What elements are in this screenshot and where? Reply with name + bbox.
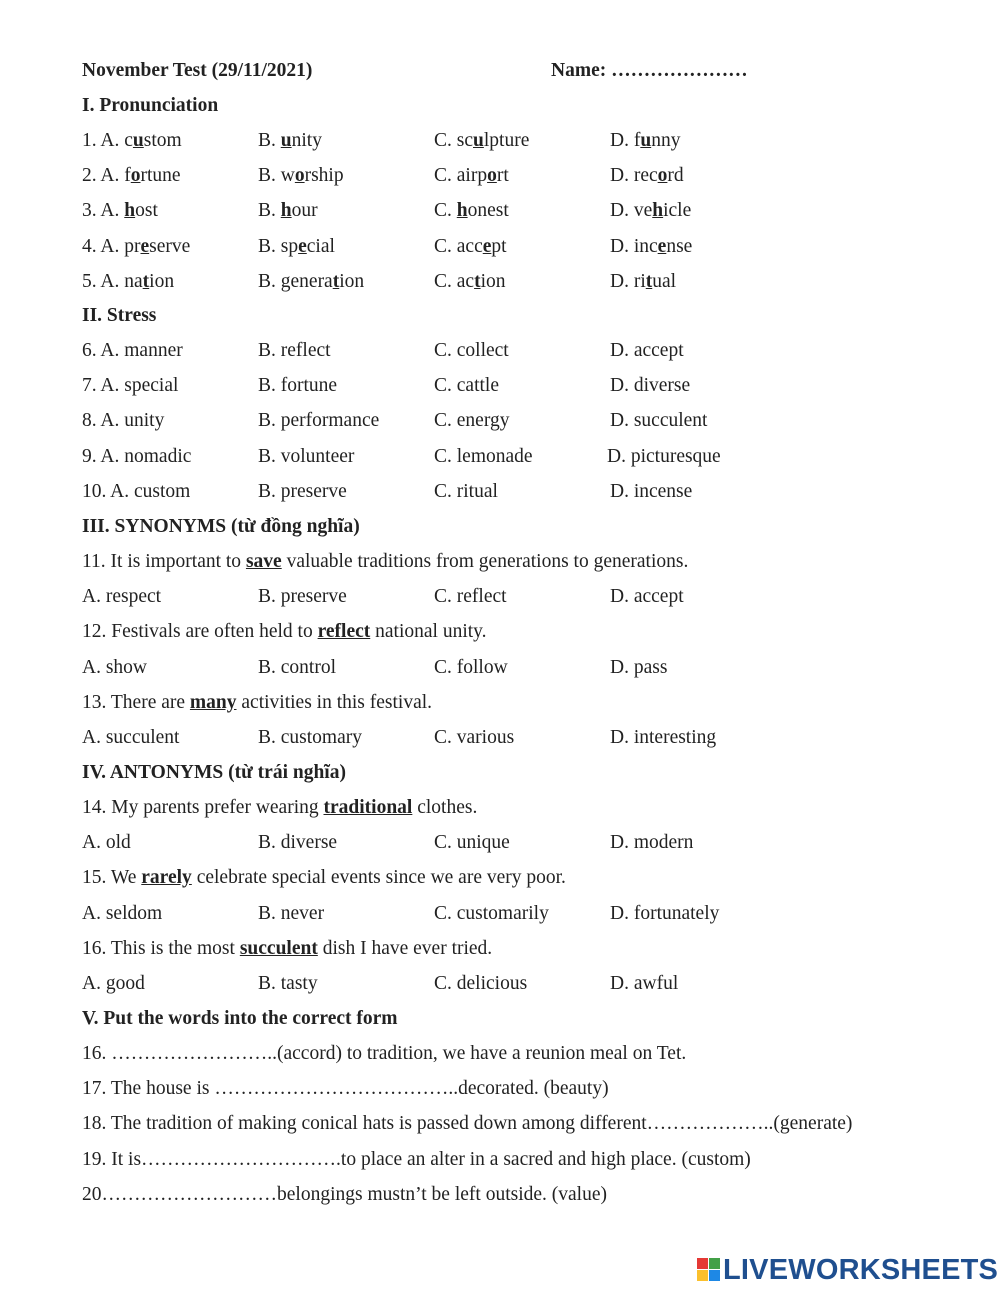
option: 9. A. nomadic bbox=[82, 445, 192, 467]
question-row bbox=[82, 935, 982, 963]
option: D. succulent bbox=[610, 410, 708, 432]
question-text: 14. My parents prefer wearing bbox=[82, 797, 324, 818]
options-row bbox=[82, 654, 982, 682]
stress-row bbox=[82, 337, 982, 365]
option: C. reflect bbox=[434, 586, 507, 608]
option: 7. A. special bbox=[82, 375, 179, 397]
underlined-letter: o bbox=[657, 165, 668, 187]
option: B. unity bbox=[258, 130, 322, 151]
option: B. performance bbox=[258, 410, 380, 432]
underlined-letter: u bbox=[280, 130, 292, 151]
logo-square bbox=[709, 1258, 720, 1269]
option: C. customarily bbox=[434, 902, 549, 924]
section-5-title: V. Put the words into the correct form bbox=[82, 1008, 398, 1029]
option: 1. A. custom bbox=[82, 130, 182, 151]
word-form-item: 17. The house is ………………………………..decorated. (beauty) bbox=[82, 1078, 609, 1100]
pronunciation-row bbox=[82, 197, 982, 225]
key-word: many bbox=[189, 691, 237, 713]
options-row bbox=[82, 829, 982, 857]
question-text: 13. There are bbox=[82, 691, 190, 713]
option: D. pass bbox=[610, 656, 668, 678]
question-row bbox=[82, 689, 982, 717]
section-4-title: IV. ANTONYMS (từ trái nghĩa) bbox=[82, 762, 346, 783]
section-2-title: II. Stress bbox=[82, 305, 157, 326]
pronunciation-row bbox=[82, 233, 982, 261]
underlined-letter: t bbox=[142, 270, 150, 292]
option: D. record bbox=[610, 165, 684, 187]
underlined-letter: e bbox=[140, 235, 150, 257]
option: A. old bbox=[82, 832, 131, 854]
option: 10. A. custom bbox=[82, 480, 191, 502]
key-word: save bbox=[245, 551, 282, 572]
option: C. lemonade bbox=[434, 445, 533, 467]
question-row bbox=[82, 864, 982, 892]
option: D. awful bbox=[610, 973, 679, 994]
stress-row bbox=[82, 372, 982, 400]
option: 3. A. host bbox=[82, 200, 158, 222]
option: C. collect bbox=[434, 340, 509, 361]
options-row bbox=[82, 900, 982, 928]
option: D. incense bbox=[610, 480, 693, 502]
word-form-item: 16. ……………………..(accord) to tradition, we have a reunion meal on Tet. bbox=[82, 1043, 687, 1064]
option: B. reflect bbox=[258, 340, 331, 361]
underlined-letter: e bbox=[298, 235, 307, 257]
pronunciation-row bbox=[82, 127, 982, 155]
underlined-letter: o bbox=[294, 165, 305, 187]
name-field-label: Name: ………………… bbox=[551, 60, 748, 81]
option: C. delicious bbox=[434, 973, 528, 994]
logo-square bbox=[697, 1258, 708, 1269]
header-row bbox=[82, 57, 982, 85]
logo-square bbox=[697, 1270, 708, 1281]
question-row bbox=[82, 618, 982, 646]
pronunciation-row bbox=[82, 162, 982, 190]
option: D. interesting bbox=[610, 727, 717, 748]
option: B. never bbox=[258, 902, 325, 924]
logo-text: LIVEWORKSHEETS bbox=[723, 1254, 999, 1286]
options-row bbox=[82, 724, 982, 752]
underlined-letter: u bbox=[132, 130, 144, 151]
underlined-letter: t bbox=[645, 270, 653, 292]
question-text: 16. This is the most bbox=[82, 937, 240, 959]
option: 4. A. preserve bbox=[82, 235, 191, 257]
underlined-letter: t bbox=[332, 270, 340, 292]
stress-row bbox=[82, 407, 982, 435]
option: A. succulent bbox=[82, 727, 180, 748]
question-text: celebrate special events since we are very poor. bbox=[191, 867, 566, 889]
question-text: national unity. bbox=[370, 621, 487, 643]
word-form-item: 20………………………belongings mustn’t be left outside. (value) bbox=[82, 1183, 607, 1205]
question-row bbox=[82, 794, 982, 822]
option: 6. A. manner bbox=[82, 340, 183, 361]
options-row bbox=[82, 583, 982, 611]
option: B. worship bbox=[258, 165, 344, 187]
pronunciation-row bbox=[82, 268, 982, 296]
option: B. diverse bbox=[258, 832, 338, 854]
option: D. incense bbox=[610, 235, 693, 257]
section-1-title: I. Pronunciation bbox=[82, 95, 219, 116]
option: C. energy bbox=[434, 410, 510, 432]
option: D. fortunately bbox=[610, 902, 720, 924]
option: 8. A. unity bbox=[82, 410, 165, 432]
key-word: rarely bbox=[141, 867, 192, 889]
underlined-letter: h bbox=[124, 200, 136, 222]
key-word: succulent bbox=[239, 937, 318, 959]
option: B. special bbox=[258, 235, 335, 257]
liveworksheets-logo bbox=[697, 1254, 997, 1286]
option: C. various bbox=[434, 727, 515, 748]
option: D. funny bbox=[610, 130, 681, 151]
key-word: reflect bbox=[317, 621, 371, 643]
question-text: 15. We bbox=[82, 867, 142, 889]
test-title: November Test (29/11/2021) bbox=[82, 60, 313, 81]
question-row bbox=[82, 548, 982, 576]
stress-row bbox=[82, 478, 982, 506]
option: A. seldom bbox=[82, 902, 163, 924]
option: B. preserve bbox=[258, 586, 347, 608]
underlined-letter: h bbox=[456, 200, 468, 222]
option: B. preserve bbox=[258, 480, 347, 502]
logo-square bbox=[709, 1270, 720, 1281]
option: 2. A. fortune bbox=[82, 165, 181, 187]
question-text: 11. It is important to bbox=[82, 551, 246, 572]
logo-icon bbox=[697, 1258, 721, 1282]
stress-row bbox=[82, 443, 982, 471]
option: C. action bbox=[434, 270, 506, 292]
option: C. follow bbox=[434, 656, 508, 678]
option: B. fortune bbox=[258, 375, 338, 397]
underlined-letter: u bbox=[473, 130, 484, 151]
option: D. modern bbox=[610, 832, 694, 854]
option: A. respect bbox=[82, 586, 162, 608]
option: C. honest bbox=[434, 200, 509, 222]
underlined-letter: t bbox=[474, 270, 481, 292]
option: D. diverse bbox=[610, 375, 691, 397]
option: D. picturesque bbox=[607, 445, 721, 467]
option: B. customary bbox=[258, 727, 362, 748]
option: D. ritual bbox=[610, 270, 677, 292]
word-form-item: 18. The tradition of making conical hats is passed down among different………………..(generate) bbox=[82, 1113, 853, 1135]
option: C. accept bbox=[434, 235, 507, 257]
option: C. ritual bbox=[434, 480, 498, 502]
option: B. tasty bbox=[258, 973, 318, 994]
option: B. generation bbox=[258, 270, 365, 292]
question-text: valuable traditions from generations to generations. bbox=[281, 551, 689, 572]
option: C. airport bbox=[434, 165, 509, 187]
option: B. hour bbox=[258, 200, 318, 222]
question-text: activities in this festival. bbox=[236, 691, 433, 713]
key-word: traditional bbox=[323, 797, 413, 818]
underlined-letter: h bbox=[280, 200, 292, 222]
underlined-letter: e bbox=[657, 235, 667, 257]
word-form-item: 19. It is………………………….to place an alter in a sacred and high place. (custom) bbox=[82, 1148, 751, 1170]
option: D. accept bbox=[610, 340, 684, 361]
option: B. volunteer bbox=[258, 445, 355, 467]
option: B. control bbox=[258, 656, 336, 678]
option: C. cattle bbox=[434, 375, 499, 397]
option: C. unique bbox=[434, 832, 510, 854]
underlined-letter: o bbox=[130, 165, 141, 187]
option: 5. A. nation bbox=[82, 270, 175, 292]
option: D. accept bbox=[610, 586, 684, 608]
underlined-letter: o bbox=[487, 165, 497, 187]
option: A. show bbox=[82, 656, 148, 678]
options-row bbox=[82, 970, 982, 998]
underlined-letter: u bbox=[640, 130, 652, 151]
underlined-letter: h bbox=[652, 200, 664, 222]
question-text: clothes. bbox=[412, 797, 478, 818]
question-text: dish I have ever tried. bbox=[317, 937, 493, 959]
question-text: 12. Festivals are often held to bbox=[82, 621, 318, 643]
option: A. good bbox=[82, 973, 145, 994]
underlined-letter: e bbox=[482, 235, 492, 257]
option: D. vehicle bbox=[610, 200, 692, 222]
section-3-title: III. SYNONYMS (từ đồng nghĩa) bbox=[82, 516, 360, 537]
option: C. sculpture bbox=[434, 130, 530, 151]
